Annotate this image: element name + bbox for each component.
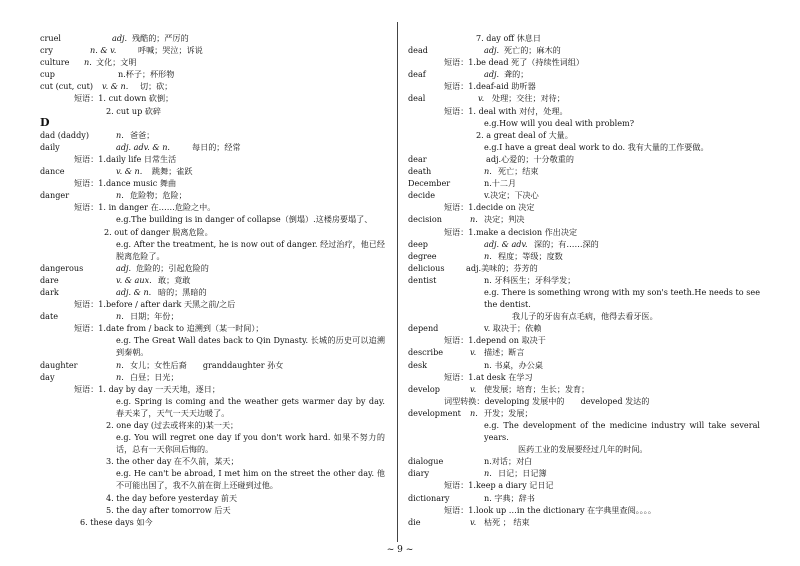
dictionary-entry <box>408 467 760 479</box>
meaning: 日记；日记簿 <box>498 468 547 479</box>
part-of-speech: v. & n. <box>102 81 129 92</box>
meaning: 暗的；黑暗的 <box>158 286 207 297</box>
phrase-text: 短语：1.keep a diary 记日记 <box>444 480 554 491</box>
dictionary-entry <box>408 189 760 201</box>
dictionary-entry <box>40 274 385 286</box>
phrase-line <box>408 32 760 44</box>
part-of-speech: adj. <box>484 45 500 56</box>
section-letter: D <box>40 115 50 129</box>
meaning: 敢；竟敢 <box>158 274 191 285</box>
phrase-text: 短语：1. day by day 一天天地，逐日； <box>74 383 220 394</box>
dictionary-entry <box>40 141 385 153</box>
phrase-line <box>40 177 385 189</box>
example-sentence: e.g. He can't be abroad, I met him on the street the other day. 他不可能出国了，我不久前在街上还碰到过他。 <box>116 468 385 491</box>
phrase-text: 短语：1.decide on 决定 <box>444 202 535 213</box>
meaning: n. 书桌，办公桌 <box>484 359 543 370</box>
part-of-speech: adj. <box>116 262 132 273</box>
dictionary-entry <box>408 238 760 250</box>
dictionary-entry <box>408 262 760 274</box>
meaning: 描述；断言 <box>484 347 525 358</box>
right-column <box>408 32 760 528</box>
meaning: v. 取决于；依赖 <box>484 323 542 334</box>
dictionary-entry <box>408 153 760 165</box>
meaning: 呼喊；哭泣；诉说 <box>138 45 203 56</box>
dictionary-entry <box>408 274 760 286</box>
dictionary-entry <box>40 56 385 68</box>
phrase-text: 短语：1.depend on 取决于 <box>444 335 546 346</box>
phrase-text: 短语：1.make a decision 作出决定 <box>444 226 578 237</box>
phrase-line <box>408 129 760 141</box>
phrase-text: 词型转换：developing 发展中的 developed 发达的 <box>444 395 650 406</box>
meaning: n. 牙科医生；牙科学发； <box>484 274 576 285</box>
meaning: 深的；有……深的 <box>534 238 599 249</box>
headword: danger <box>40 190 70 201</box>
part-of-speech: adj. <box>484 69 500 80</box>
phrase-line <box>408 201 760 213</box>
part-of-speech: adj. & n. <box>116 286 152 297</box>
dictionary-entry <box>408 250 760 262</box>
headword: daily <box>40 141 60 152</box>
dictionary-entry <box>40 80 385 92</box>
phrase-line <box>40 153 385 165</box>
headword: date <box>40 311 59 322</box>
phrase-line <box>408 395 760 407</box>
phrase-text: 2. one day (过去或将来的)某一天； <box>106 420 239 430</box>
part-of-speech: v. <box>470 516 477 527</box>
dictionary-entry <box>40 359 385 371</box>
phrase-line <box>408 80 760 92</box>
meaning: 死亡的；麻木的 <box>504 45 561 56</box>
example-sentence: e.g. You will regret one day if you don't work hard. 如果不努力的话，总有一天你回后悔的。 <box>116 432 385 455</box>
meaning: 枯死 ； 结束 <box>484 516 530 527</box>
example-sentence: e.g. After the treatment, he is now out of danger. 经过治疗，他已经脱离危险了。 <box>116 238 385 261</box>
phrase-text: 短语：1.deaf-aid 助听器 <box>444 81 536 92</box>
dictionary-entry <box>408 322 760 334</box>
part-of-speech: n. <box>470 407 478 418</box>
dictionary-entry <box>408 383 760 395</box>
phrase-line <box>40 298 385 310</box>
example-sentence: e.g. The development of the medicine industry will take several years. <box>484 420 760 443</box>
part-of-speech: n. <box>116 129 124 140</box>
headword: development <box>408 407 461 418</box>
headword: day <box>40 371 55 382</box>
headword: degree <box>408 250 437 261</box>
dictionary-entry <box>408 92 760 104</box>
phrase-text: e.g.How will you deal with problem? <box>484 117 635 128</box>
meaning: adj.美味的；芬芳的 <box>466 262 538 273</box>
left-column <box>40 32 385 528</box>
headword: deep <box>408 238 428 249</box>
part-of-speech: n. <box>116 190 124 201</box>
part-of-speech: v. <box>470 383 477 394</box>
meaning: n.杯子；杯形物 <box>118 69 175 80</box>
dictionary-entry <box>408 346 760 358</box>
headword: develop <box>408 383 440 394</box>
dictionary-entry <box>408 68 760 80</box>
meaning: 处理；交往；对待； <box>492 93 565 104</box>
phrase-text: 3. the other day 在不久前，某天； <box>106 456 239 467</box>
phrase-line <box>40 226 385 238</box>
part-of-speech: n. <box>84 57 92 68</box>
phrase-line <box>40 419 385 431</box>
headword: diary <box>408 468 430 479</box>
part-of-speech: n. <box>116 311 124 322</box>
dictionary-entry <box>40 189 385 201</box>
phrase-text: 4. the day before yesterday 前天 <box>106 492 238 503</box>
meaning: 使发展；培育；生长；发育； <box>484 383 590 394</box>
dictionary-entry <box>408 492 760 504</box>
phrase-line <box>40 492 385 504</box>
meaning: 日期；年份； <box>130 311 179 322</box>
phrase-line <box>408 117 760 129</box>
phrase-text: 2. a great deal of 大量。 <box>476 129 573 140</box>
part-of-speech: n. <box>484 468 492 479</box>
phrase-text: 短语：1.date from / back to 追溯到（某一时间）； <box>74 323 264 334</box>
meaning: n.对话；对白 <box>484 456 533 467</box>
meaning: n. 字典；辞书 <box>484 492 535 503</box>
meaning: v.决定；下决心 <box>484 190 539 201</box>
dictionary-entry <box>40 165 385 177</box>
dictionary-entry <box>40 286 385 298</box>
headword: dangerous <box>40 262 84 273</box>
phrase-text: 短语：1. deal with 对付，处理。 <box>444 105 568 116</box>
headword: depend <box>408 323 439 334</box>
example-sentence: e.g. Spring is coming and the weather gets warmer day by day. 春天来了，天气一天天边暖了。 <box>116 395 385 418</box>
meaning: 聋的； <box>504 69 529 80</box>
phrase-text: 短语：1.be dead 死了（持续性词组） <box>444 57 584 68</box>
phrase-line <box>40 455 385 467</box>
headword: cry <box>40 45 53 56</box>
part-of-speech: n. <box>484 166 492 177</box>
dictionary-entry <box>408 213 760 225</box>
phrase-line <box>408 371 760 383</box>
meaning: 女儿；女性后裔 granddaughter 孙女 <box>130 359 284 370</box>
headword: delicious <box>408 262 445 273</box>
dictionary-entry <box>40 68 385 80</box>
phrase-text: 2. cut up 砍碎 <box>106 105 162 116</box>
part-of-speech: v. <box>470 347 477 358</box>
headword: decide <box>408 190 436 201</box>
headword: deaf <box>408 69 426 80</box>
headword: dentist <box>408 274 437 285</box>
phrase-line <box>40 383 385 395</box>
phrase-line <box>408 504 760 516</box>
phrase-line <box>408 105 760 117</box>
phrase-text: 7. day off 休息日 <box>476 33 541 43</box>
dictionary-entry <box>408 516 760 528</box>
phrase-text: 我儿子的牙齿有点毛病，他得去看牙医。 <box>512 311 658 322</box>
part-of-speech: adj. & adv. <box>484 238 528 249</box>
meaning: 爸爸； <box>130 129 155 140</box>
dictionary-entry <box>408 177 760 189</box>
dictionary-entry <box>408 165 760 177</box>
column-divider <box>397 22 398 542</box>
part-of-speech: v. & aux. <box>116 274 152 285</box>
meaning: 白昼；日光； <box>130 371 179 382</box>
meaning: 决定；判决 <box>484 214 525 225</box>
phrase-text: 医药工业的发展要经过几年的时间。 <box>518 444 648 455</box>
headword: dictionary <box>408 492 450 503</box>
headword: daughter <box>40 359 78 370</box>
page-number: ~ 9 ~ <box>386 545 414 555</box>
headword: December <box>408 178 451 189</box>
dictionary-entry <box>408 455 760 467</box>
phrase-line <box>40 504 385 516</box>
headword: dare <box>40 274 59 285</box>
phrase-text: 5. the day after tomorrow 后天 <box>106 504 231 515</box>
phrase-line <box>408 226 760 238</box>
dictionary-entry <box>408 407 760 419</box>
headword: cruel <box>40 33 61 43</box>
dictionary-entry <box>40 371 385 383</box>
example-sentence: e.g. The Great Wall dates back to Qin Dynasty. 长城的历史可以追溯到秦朝。 <box>116 335 385 358</box>
meaning: 文化；文明 <box>96 57 137 68</box>
headword: culture <box>40 57 70 68</box>
dictionary-entry <box>40 129 385 141</box>
part-of-speech: adj. adv. & n. <box>116 141 170 152</box>
headword: desk <box>408 359 428 370</box>
headword: describe <box>408 347 444 358</box>
phrase-text: 短语：1.daily life 日常生活 <box>74 153 177 164</box>
meaning: 程度；等级；度数 <box>498 250 563 261</box>
headword: dear <box>408 153 427 164</box>
headword: decision <box>408 214 442 225</box>
example-sentence: e.g. There is something wrong with my son's teeth.He needs to see the dentist. <box>484 286 760 310</box>
headword: death <box>408 166 432 177</box>
phrase-line <box>40 322 385 334</box>
headword: cut (cut, cut) <box>40 81 94 92</box>
phrase-line <box>40 92 385 104</box>
headword: dance <box>40 166 65 177</box>
meaning: 切；砍； <box>140 81 173 92</box>
phrase-text: 短语：1. in danger 在……危险之中。 <box>74 202 216 213</box>
phrase-line <box>40 516 385 528</box>
headword: dead <box>408 45 428 56</box>
phrase-line <box>408 56 760 68</box>
headword: die <box>408 516 421 527</box>
phrase-text: 短语：1.look up …in the dictionary 在字典里查阅。。。。 <box>444 504 656 515</box>
dictionary-entry <box>408 359 760 371</box>
headword: deal <box>408 93 426 104</box>
part-of-speech: adj. <box>112 33 128 43</box>
phrase-text: 2. out of danger 脱离危险。 <box>104 226 213 237</box>
headword: dad (daddy) <box>40 129 90 140</box>
part-of-speech: n. & v. <box>90 45 117 56</box>
meaning: 死亡；结束 <box>498 166 539 177</box>
meaning: 开发；发展； <box>484 407 533 418</box>
dictionary-entry <box>40 262 385 274</box>
dictionary-entry <box>408 44 760 56</box>
meaning: n.十二月 <box>484 178 517 189</box>
meaning: 每日的；经常 <box>192 141 241 152</box>
phrase-line <box>408 334 760 346</box>
headword: dialogue <box>408 456 444 467</box>
meaning: adj.心爱的；十分敬重的 <box>486 153 574 164</box>
phrase-text: 短语：1.dance music 舞曲 <box>74 178 177 189</box>
part-of-speech: n. <box>470 214 478 225</box>
example-sentence: e.g.I have a great deal work to do. 我有大量的工作要做。 <box>484 141 709 152</box>
phrase-text: 短语：1.before / after dark 天黑之前/之后 <box>74 299 236 310</box>
part-of-speech: n. <box>484 250 492 261</box>
meaning: 危险的；引起危险的 <box>136 262 209 273</box>
phrase-text: 短语：1.at desk 在学习 <box>444 371 533 382</box>
headword: dark <box>40 286 59 297</box>
part-of-speech: n. <box>116 371 124 382</box>
meaning: 残酷的；严厉的 <box>132 33 189 43</box>
headword: cup <box>40 69 55 80</box>
example-sentence: e.g.The building is in danger of collapse（倒塌）.这楼房要塌了、 <box>116 214 373 225</box>
phrase-line <box>408 443 760 455</box>
dictionary-entry <box>40 310 385 322</box>
part-of-speech: n. <box>116 359 124 370</box>
phrase-text: 短语：1. cut down 砍倒； <box>74 93 174 104</box>
phrase-line <box>40 201 385 213</box>
part-of-speech: v. & n. <box>116 166 143 177</box>
phrase-text: 6. these days 如今 <box>80 516 153 527</box>
dictionary-entry <box>40 32 385 44</box>
dictionary-entry <box>40 44 385 56</box>
phrase-line <box>408 310 760 322</box>
meaning: 跳舞；雀跃 <box>152 166 193 177</box>
meaning: 危险物；危险； <box>130 190 187 201</box>
phrase-line <box>40 105 385 117</box>
part-of-speech: v. <box>478 93 485 104</box>
phrase-line <box>408 479 760 491</box>
